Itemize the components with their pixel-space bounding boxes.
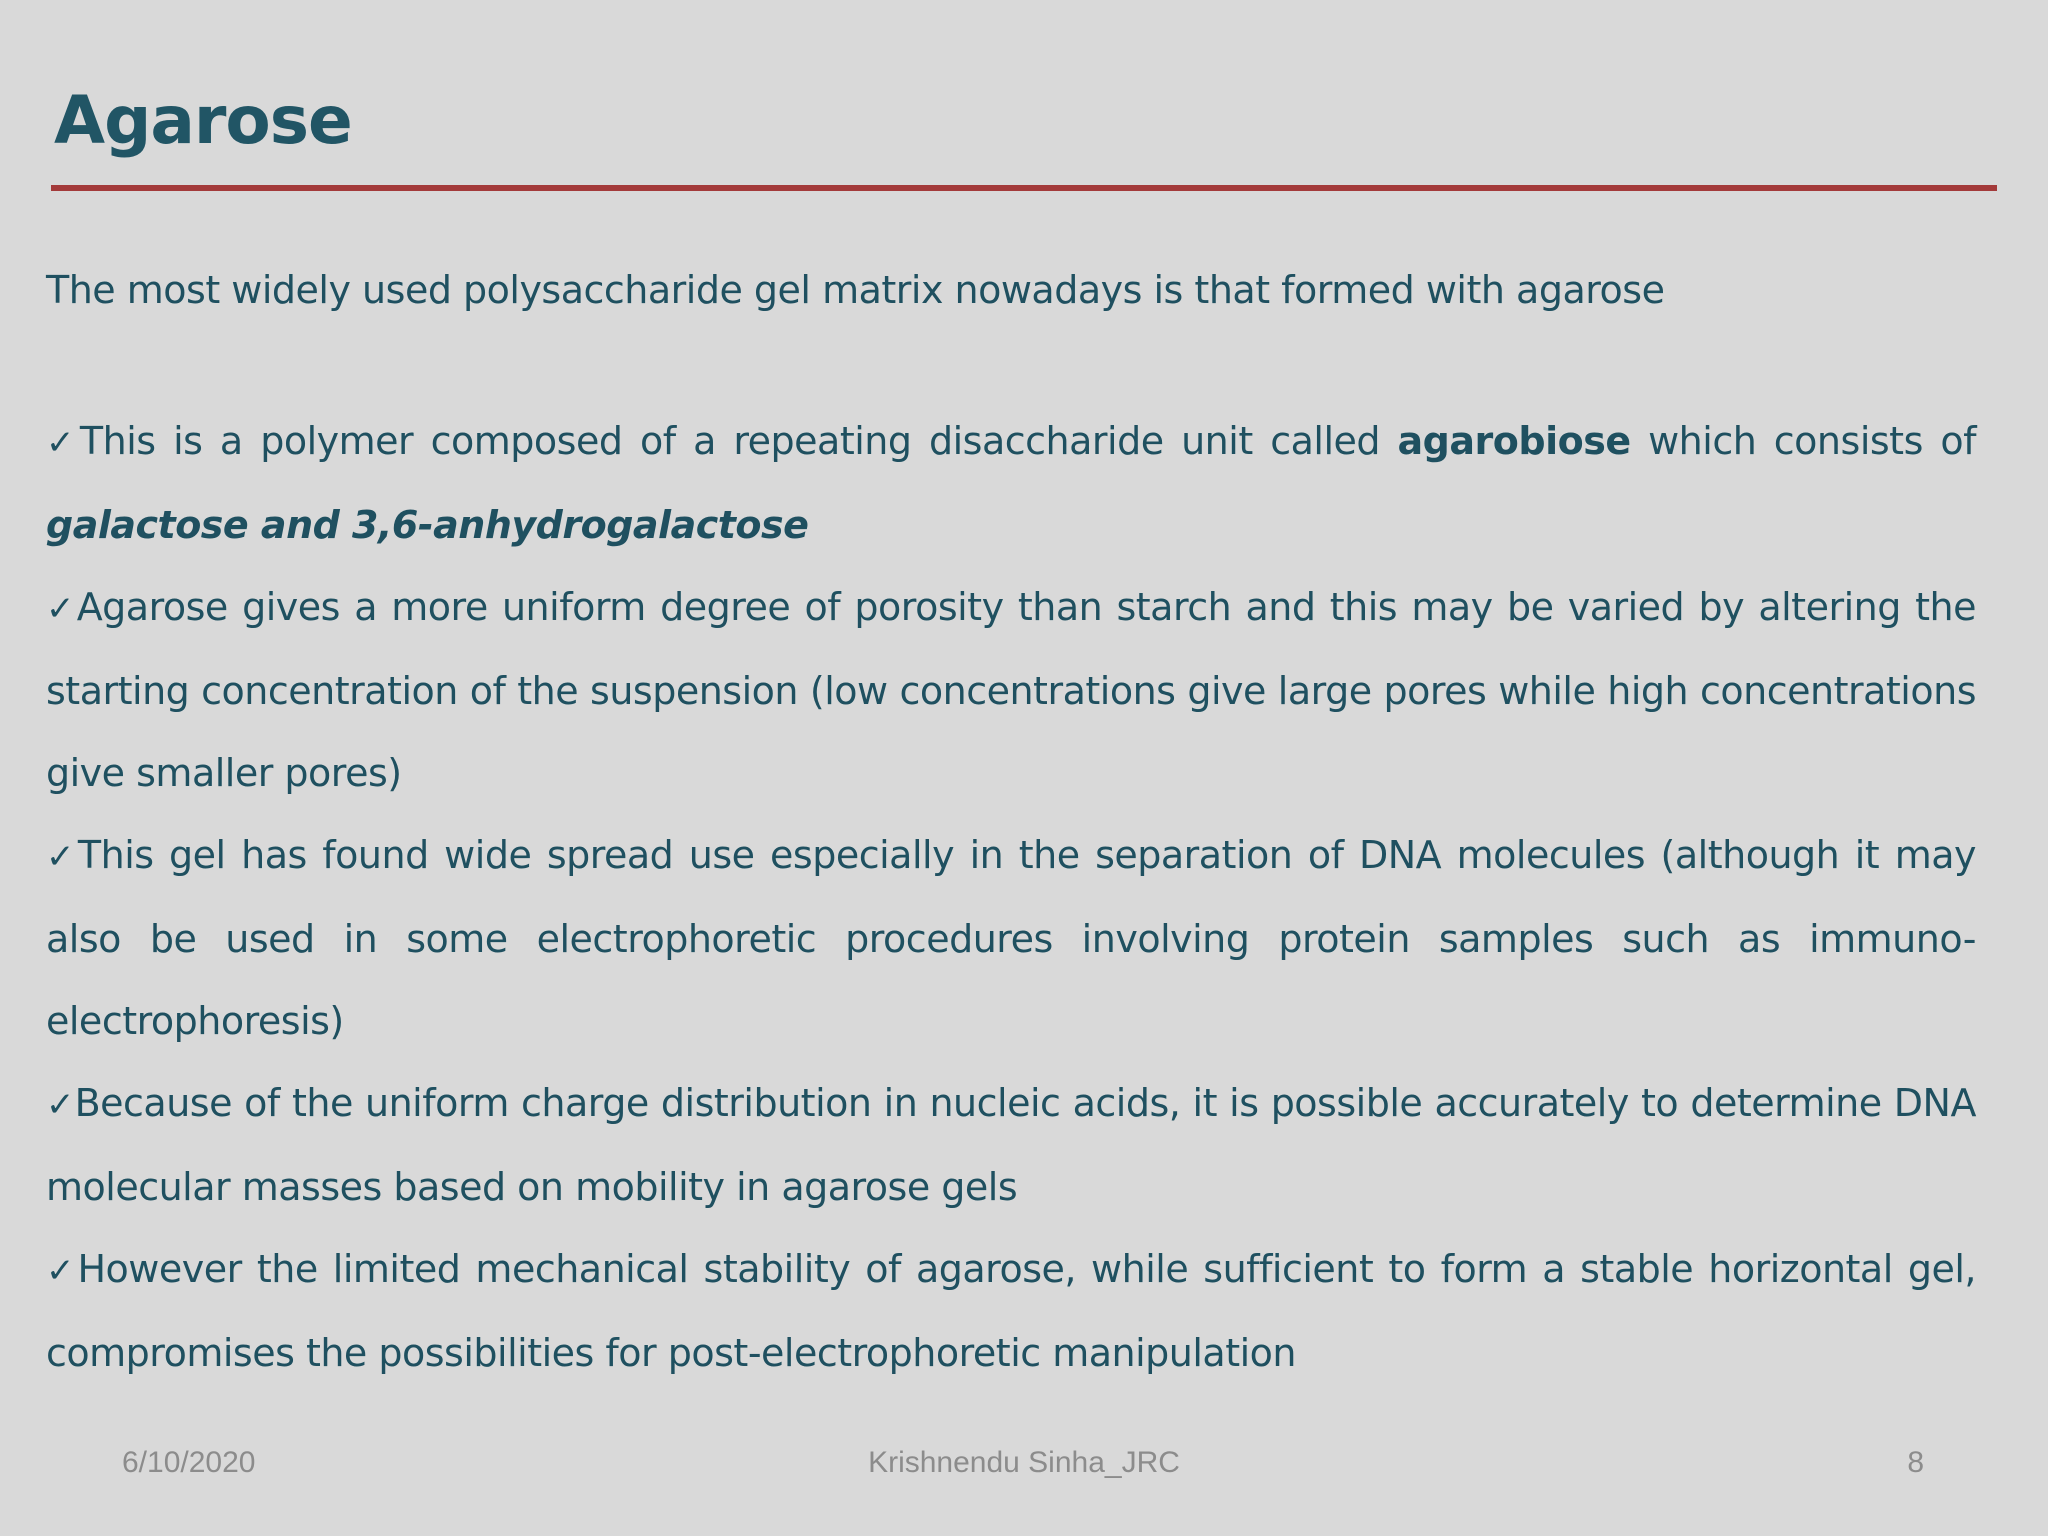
bullet-text: Agarose gives a more uniform degree of porosity than starch and this may be varied by altering the starting concentration of the suspension (low concentrations give large pores while high concentrations give smaller pores) [46, 585, 1976, 795]
bullet-item [46, 1062, 1976, 1228]
intro-text: The most widely used polysaccharide gel matrix nowadays is that formed with agarose [46, 268, 1665, 312]
footer-author: Krishnendu Sinha_JRC [868, 1446, 1180, 1479]
bullet-item [46, 814, 1976, 1062]
check-icon: ✓ [46, 423, 80, 463]
footer-page-number: 8 [1907, 1446, 1924, 1479]
check-icon: ✓ [46, 1251, 78, 1291]
title-divider [51, 185, 1997, 191]
bullet-text: This is a polymer composed of a repeating disaccharide unit called [79, 419, 1398, 463]
check-icon: ✓ [46, 837, 78, 877]
check-icon: ✓ [46, 1085, 75, 1125]
bullet-bold-term: agarobiose [1397, 419, 1631, 463]
bullet-item [46, 400, 1976, 566]
bullet-text: which consists of [1630, 419, 1976, 463]
bullet-text: This gel has found wide spread use especially in the separation of DNA molecules (although it may also be used in some electrophoretic procedures involving protein samples such as immuno-electrophoresis) [46, 833, 1976, 1043]
bullet-bold-italic-term: galactose and 3,6-anhydrogalactose [46, 503, 809, 547]
footer-date: 6/10/2020 [122, 1446, 256, 1479]
slide-title: Agarose [54, 82, 352, 159]
bullet-text: Because of the uniform charge distribution in nucleic acids, it is possible accurately to determine DNA molecular masses based on mobility in agarose gels [46, 1081, 1976, 1209]
check-icon: ✓ [46, 589, 77, 629]
bullet-item [46, 1228, 1976, 1394]
bullet-text: However the limited mechanical stability of agarose, while sufficient to form a stable horizontal gel, compromises the possibilities for post-electrophoretic manipulation [46, 1247, 1976, 1375]
bullet-list [46, 400, 1976, 1394]
bullet-item [46, 566, 1976, 814]
